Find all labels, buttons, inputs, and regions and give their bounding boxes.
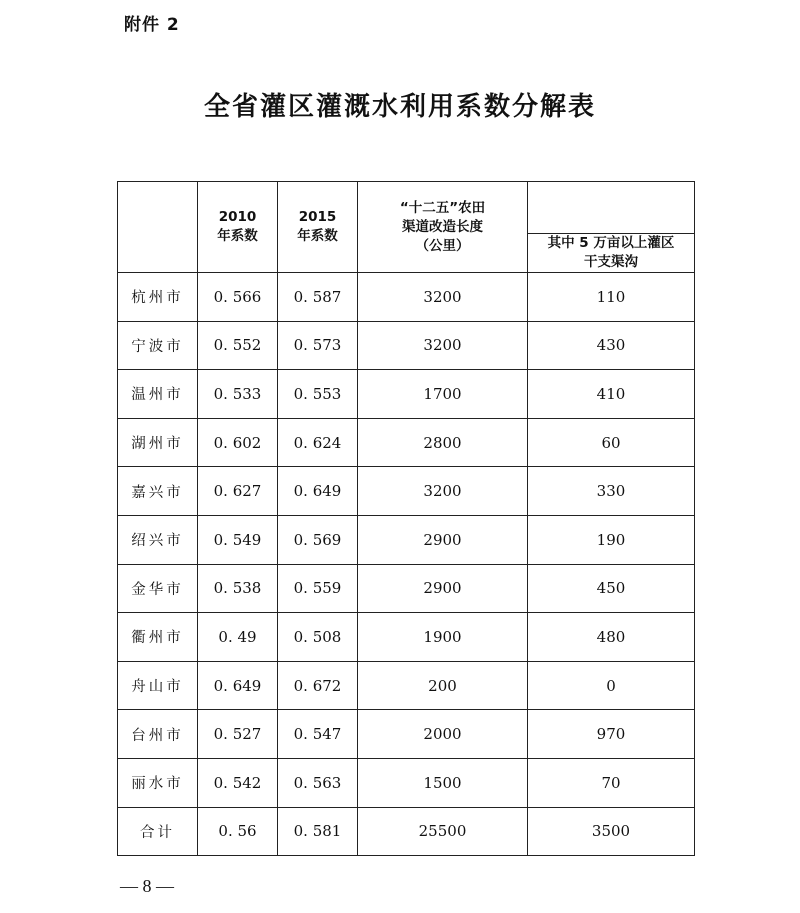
table-row: [118, 807, 695, 856]
cell-city: 杭州市: [118, 273, 198, 322]
cell-coef-2015: 0. 672: [278, 661, 358, 710]
table-row: [118, 273, 695, 322]
table-row: [118, 418, 695, 467]
cell-coef-2010: 0. 552: [198, 321, 278, 370]
cell-sub-canal: 190: [528, 515, 695, 564]
cell-coef-2015: 0. 559: [278, 564, 358, 613]
table-row: [118, 710, 695, 759]
cell-coef-2015: 0. 624: [278, 418, 358, 467]
table-row: [118, 467, 695, 516]
page-title: 全省灌区灌溉水利用系数分解表: [203, 92, 596, 122]
cell-city: 嘉兴市: [118, 467, 198, 516]
cell-city: 舟山市: [118, 661, 198, 710]
coefficient-table: [117, 181, 695, 856]
attachment-label: 附件 2: [124, 15, 180, 35]
cell-sub-canal: 450: [528, 564, 695, 613]
cell-canal-length: 2000: [358, 710, 528, 759]
cell-city: 台州市: [118, 710, 198, 759]
table-row: [118, 613, 695, 662]
table-row: [118, 564, 695, 613]
cell-city: 温州市: [118, 370, 198, 419]
cell-sub-canal: 110: [528, 273, 695, 322]
cell-coef-2010: 0. 627: [198, 467, 278, 516]
cell-coef-2015: 0. 553: [278, 370, 358, 419]
cell-coef-2010: 0. 538: [198, 564, 278, 613]
cell-sub-canal: 970: [528, 710, 695, 759]
header-canal-length: “十二五”农田渠道改造长度（公里）: [358, 182, 528, 273]
cell-canal-length: 200: [358, 661, 528, 710]
header-coef-2010: 2010 年系数: [198, 182, 278, 273]
table-row: [118, 370, 695, 419]
cell-coef-2010: 0. 527: [198, 710, 278, 759]
table-row: [118, 758, 695, 807]
cell-coef-2015: 0. 569: [278, 515, 358, 564]
cell-coef-2015: 0. 573: [278, 321, 358, 370]
cell-canal-length: 2900: [358, 515, 528, 564]
cell-canal-length: 1500: [358, 758, 528, 807]
cell-canal-length: 2900: [358, 564, 528, 613]
cell-sub-canal: 480: [528, 613, 695, 662]
cell-sub-canal: 3500: [528, 807, 695, 856]
cell-coef-2015: 0. 581: [278, 807, 358, 856]
cell-sub-canal: 60: [528, 418, 695, 467]
cell-sub-canal: 330: [528, 467, 695, 516]
table-body: [118, 273, 695, 856]
cell-canal-length: 2800: [358, 418, 528, 467]
cell-coef-2015: 0. 649: [278, 467, 358, 516]
cell-canal-length: 25500: [358, 807, 528, 856]
cell-canal-length: 1700: [358, 370, 528, 419]
cell-coef-2010: 0. 649: [198, 661, 278, 710]
cell-coef-2010: 0. 49: [198, 613, 278, 662]
table-row: [118, 661, 695, 710]
cell-sub-canal: 430: [528, 321, 695, 370]
cell-city: 绍兴市: [118, 515, 198, 564]
header-sub-canal: 其中 5 万亩以上灌区干支渠沟: [528, 234, 695, 273]
cell-canal-length: 3200: [358, 321, 528, 370]
cell-canal-length: 1900: [358, 613, 528, 662]
cell-city: 湖州市: [118, 418, 198, 467]
cell-coef-2010: 0. 533: [198, 370, 278, 419]
cell-coef-2015: 0. 587: [278, 273, 358, 322]
cell-city: 合计: [118, 807, 198, 856]
cell-city: 丽水市: [118, 758, 198, 807]
page-number: — 8 —: [120, 876, 174, 896]
cell-coef-2010: 0. 602: [198, 418, 278, 467]
cell-coef-2010: 0. 56: [198, 807, 278, 856]
header-coef-2015: 2015 年系数: [278, 182, 358, 273]
cell-city: 宁波市: [118, 321, 198, 370]
cell-coef-2010: 0. 542: [198, 758, 278, 807]
cell-coef-2010: 0. 549: [198, 515, 278, 564]
cell-city: 金华市: [118, 564, 198, 613]
cell-coef-2015: 0. 508: [278, 613, 358, 662]
header-city-blank: [118, 182, 198, 273]
cell-coef-2015: 0. 563: [278, 758, 358, 807]
cell-city: 衢州市: [118, 613, 198, 662]
cell-canal-length: 3200: [358, 273, 528, 322]
cell-canal-length: 3200: [358, 467, 528, 516]
table-row: [118, 321, 695, 370]
cell-sub-canal: 70: [528, 758, 695, 807]
table-row: [118, 515, 695, 564]
cell-coef-2010: 0. 566: [198, 273, 278, 322]
cell-coef-2015: 0. 547: [278, 710, 358, 759]
cell-sub-canal: 0: [528, 661, 695, 710]
header-sub-blank: [528, 182, 695, 234]
cell-sub-canal: 410: [528, 370, 695, 419]
